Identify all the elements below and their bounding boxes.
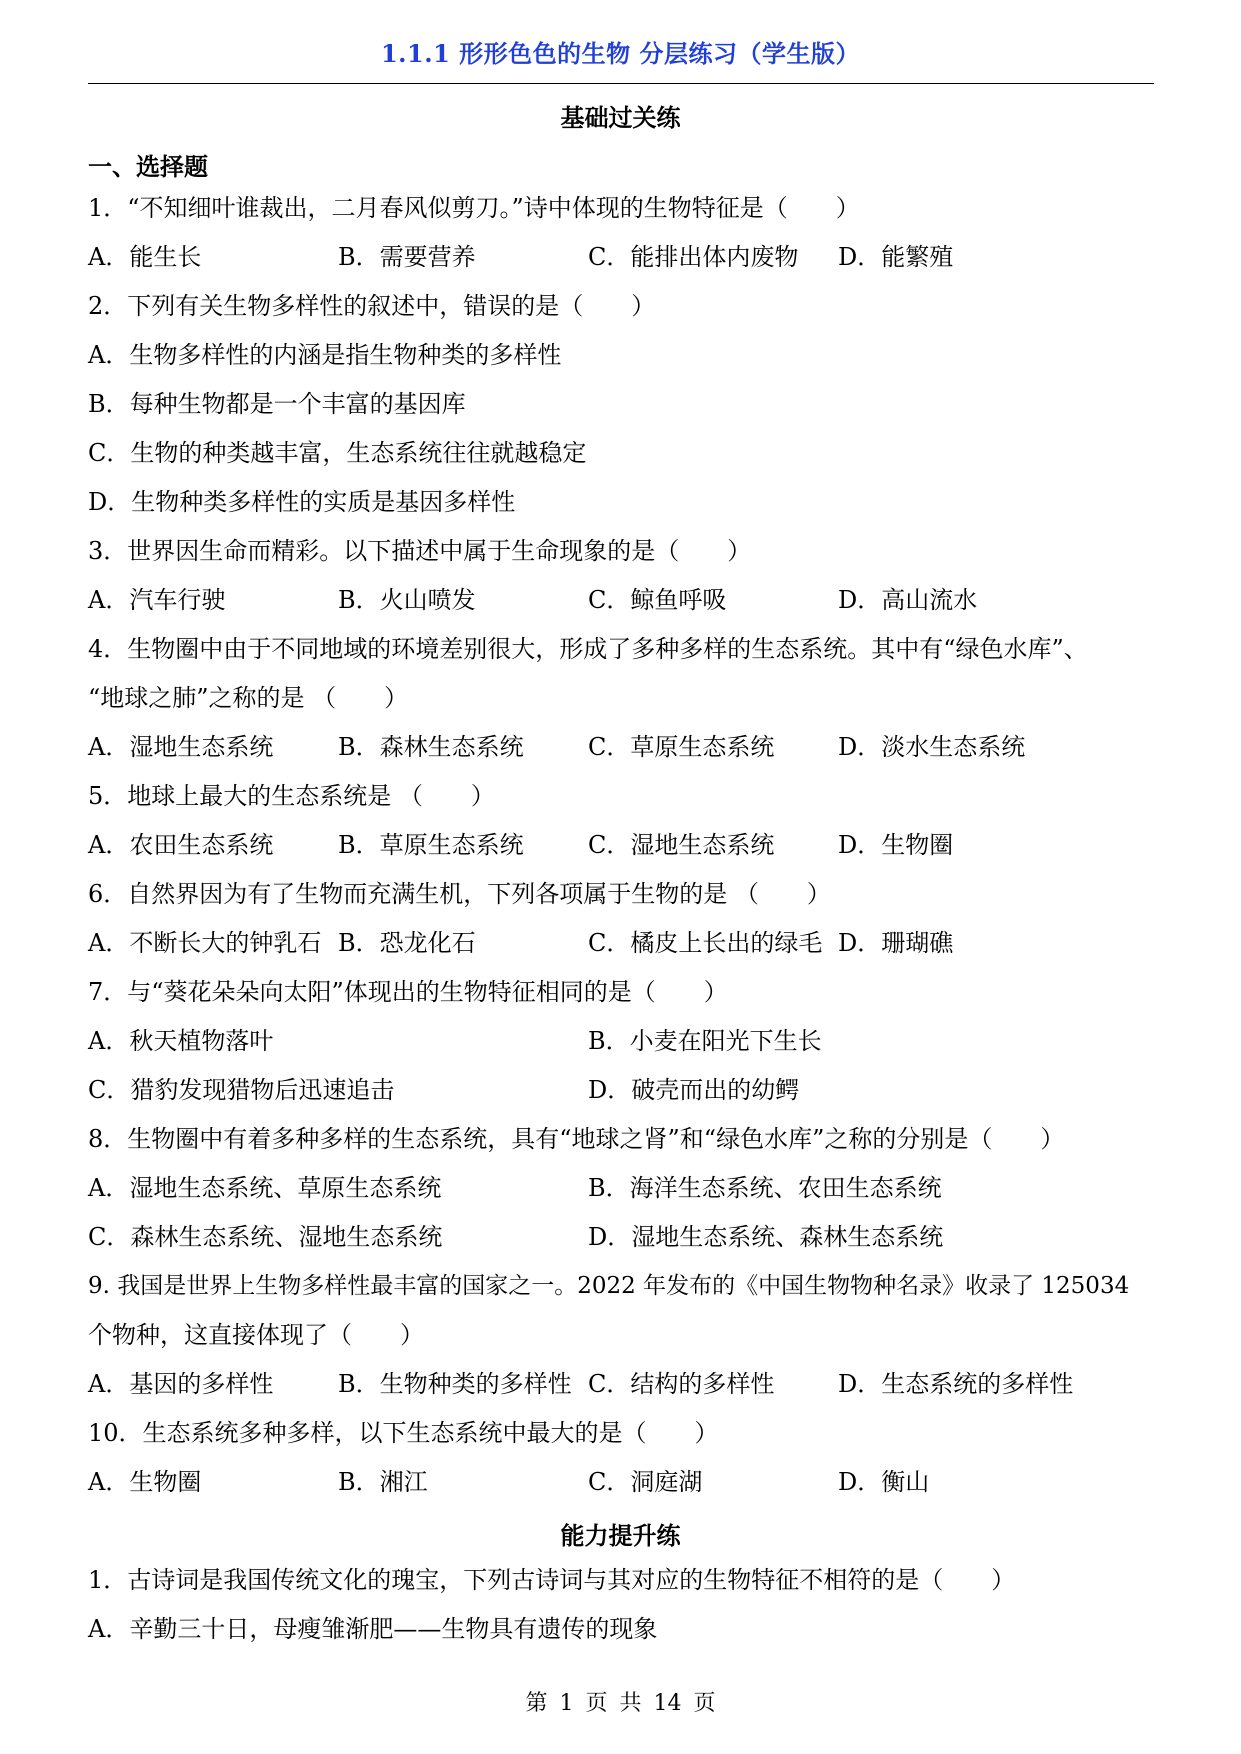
q8-option-a: A．湿地生态系统、草原生态系统 — [88, 1174, 442, 1202]
q10-option-b: B．湘江 — [338, 1468, 428, 1496]
question-8: 8．生物圈中有着多种多样的生态系统，具有“地球之肾”和“绿色水库”之称的分别是（ ） — [88, 1125, 1065, 1153]
section-title-advanced: 能力提升练 — [560, 1521, 681, 1550]
q3-option-b: B．火山喷发 — [338, 586, 476, 614]
advanced-question-1: 1．古诗词是我国传统文化的瑰宝，下列古诗词与其对应的生物特征不相符的是（ ） — [88, 1566, 1016, 1594]
question-9-continued: 个物种，这直接体现了（ ） — [88, 1321, 424, 1349]
q4-option-a: A．湿地生态系统 — [88, 733, 274, 761]
q7-option-c: C．猎豹发现猎物后迅速追击 — [88, 1076, 395, 1104]
footer-label-ye-2: 页 — [693, 1691, 716, 1716]
q2-option-d: D．生物种类多样性的实质是基因多样性 — [88, 488, 516, 516]
page-footer — [0, 1686, 1241, 1717]
question-2: 2．下列有关生物多样性的叙述中，错误的是（ ） — [88, 292, 656, 320]
footer-total-pages: 14 — [653, 1691, 682, 1716]
q7-option-d: D．破壳而出的幼鳄 — [588, 1076, 800, 1104]
q8-option-d: D．湿地生态系统、森林生态系统 — [588, 1223, 944, 1251]
question-7: 7．与“葵花朵朵向太阳”体现出的生物特征相同的是（ ） — [88, 978, 728, 1006]
q3-option-a: A．汽车行驶 — [88, 586, 226, 614]
question-1: 1．“不知细叶谁裁出，二月春风似剪刀。”诗中体现的生物特征是（ ） — [88, 194, 860, 222]
q9-option-a: A．基因的多样性 — [88, 1370, 274, 1398]
question-4-continued: “地球之肺”之称的是 （ ） — [88, 684, 409, 712]
q9-option-d: D．生态系统的多样性 — [838, 1370, 1074, 1398]
q1-option-c: C．能排出体内废物 — [588, 243, 799, 271]
page-title: 1.1.1 形形色色的生物 分层练习（学生版） — [380, 39, 861, 68]
q5-option-a: A．农田生态系统 — [88, 831, 274, 859]
q5-option-d: D．生物圈 — [838, 831, 954, 859]
q5-option-c: C．湿地生态系统 — [588, 831, 775, 859]
q6-option-c: C．橘皮上长出的绿毛 — [588, 929, 823, 957]
q10-option-a: A．生物圈 — [88, 1468, 202, 1496]
footer-label-gong: 共 — [619, 1691, 642, 1716]
q6-option-a: A．不断长大的钟乳石 — [88, 929, 322, 957]
q2-option-a: A．生物多样性的内涵是指生物种类的多样性 — [88, 341, 562, 369]
group-title-choice: 一、选择题 — [88, 152, 208, 181]
q10-option-d: D．衡山 — [838, 1468, 930, 1496]
q6-option-d: D．珊瑚礁 — [838, 929, 954, 957]
header-divider — [88, 83, 1154, 84]
q2-option-b: B．每种生物都是一个丰富的基因库 — [88, 390, 466, 418]
q4-option-d: D．淡水生态系统 — [838, 733, 1026, 761]
q6-option-b: B．恐龙化石 — [338, 929, 476, 957]
footer-label-ye: 页 — [585, 1691, 608, 1716]
footer-page-number: 1 — [559, 1691, 574, 1716]
question-10: 10．生态系统多种多样，以下生态系统中最大的是（ ） — [88, 1419, 719, 1447]
q1-option-d: D．能繁殖 — [838, 243, 954, 271]
q3-option-d: D．高山流水 — [838, 586, 978, 614]
q7-option-a: A．秋天植物落叶 — [88, 1027, 274, 1055]
q8-option-b: B．海洋生态系统、农田生态系统 — [588, 1174, 942, 1202]
q4-option-c: C．草原生态系统 — [588, 733, 775, 761]
q1-option-b: B．需要营养 — [338, 243, 476, 271]
q7-option-b: B．小麦在阳光下生长 — [588, 1027, 822, 1055]
footer-label-di: 第 — [525, 1691, 548, 1716]
question-5: 5．地球上最大的生态系统是 （ ） — [88, 782, 495, 810]
q1-option-a: A．能生长 — [88, 243, 202, 271]
q9-option-c: C．结构的多样性 — [588, 1370, 775, 1398]
question-4: 4．生物圈中由于不同地域的环境差别很大，形成了多种多样的生态系统。其中有“绿色水库”、 — [88, 635, 1088, 663]
q5-option-b: B．草原生态系统 — [338, 831, 524, 859]
advanced-q1-option-a: A．辛勤三十日，母瘦雏渐肥——生物具有遗传的现象 — [88, 1615, 658, 1643]
question-9: 9. 我国是世界上生物多样性最丰富的国家之一。2022 年发布的《中国生物物种名录》收录了 125034 — [88, 1273, 1130, 1299]
q10-option-c: C．洞庭湖 — [588, 1468, 703, 1496]
question-3: 3．世界因生命而精彩。以下描述中属于生命现象的是（ ） — [88, 537, 752, 565]
q3-option-c: C．鲸鱼呼吸 — [588, 586, 727, 614]
q9-option-b: B．生物种类的多样性 — [338, 1370, 572, 1398]
q2-option-c: C．生物的种类越丰富，生态系统往往就越稳定 — [88, 439, 587, 467]
question-6: 6．自然界因为有了生物而充满生机，下列各项属于生物的是 （ ） — [88, 880, 831, 908]
section-title-basic: 基础过关练 — [560, 103, 681, 132]
q8-option-c: C．森林生态系统、湿地生态系统 — [88, 1223, 443, 1251]
q4-option-b: B．森林生态系统 — [338, 733, 524, 761]
